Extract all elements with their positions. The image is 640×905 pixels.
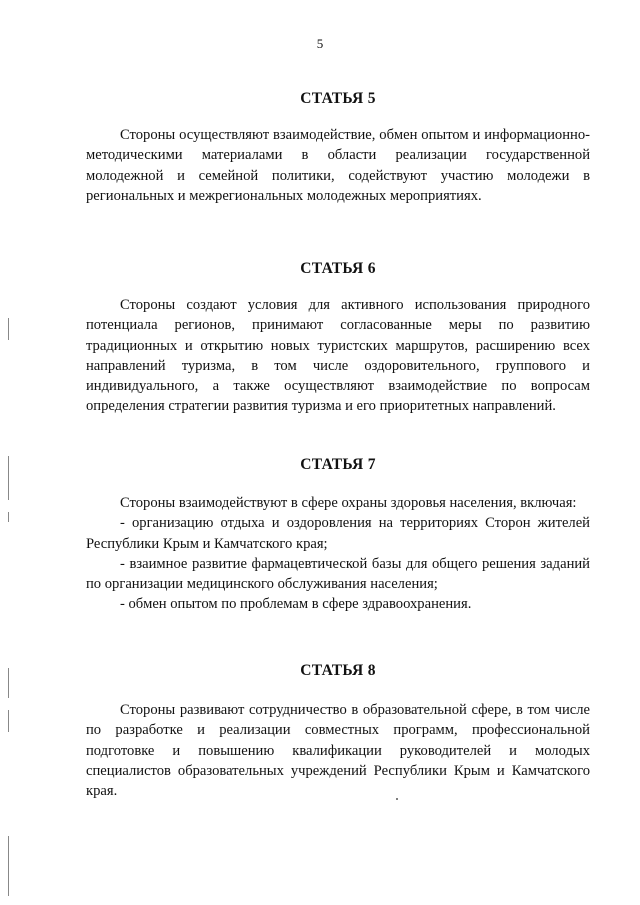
article-title: СТАТЬЯ 5: [300, 90, 376, 107]
article-6: [86, 260, 590, 417]
list-item: - взаимное развитие фармацевтической базы для общего решения заданий по организации медицинского обслуживания населения;: [86, 555, 590, 593]
article-5: [86, 90, 590, 206]
article-intro: Стороны взаимодействуют в сфере охраны здоровья населения, включая:: [120, 495, 577, 511]
scan-margin-mark: [8, 836, 9, 896]
article-paragraph: Стороны осуществляют взаимодействие, обмен опытом и информационно-методическими материалами в области реализации государственной молодежной и семейной политики, содействуют участию молодежи в региональных и межрегиональных молодежных мероприятиях.: [86, 127, 590, 204]
article-title: СТАТЬЯ 6: [300, 260, 376, 277]
list-item: - организацию отдыха и оздоровления на территориях Сторон жителей Республики Крым и Камчатского края;: [86, 515, 590, 552]
list-item: - обмен опытом по проблемам в сфере здравоохранения.: [120, 596, 472, 613]
scan-margin-mark: [8, 710, 9, 732]
scan-margin-mark: [8, 512, 9, 522]
article-title: СТАТЬЯ 7: [300, 456, 376, 473]
scan-dot: [396, 798, 398, 800]
scan-margin-mark: [8, 668, 9, 698]
article-paragraph: Стороны развивают сотрудничество в образовательной сфере, в том числе по разработке и реализации совместных программ, профессиональной подготовке и повышению квалификации руководителей и молодых специалистов образовательных учреждений Республики Крым и Камчатского края.: [86, 702, 590, 800]
article-7: [86, 456, 590, 615]
scan-margin-mark: [8, 318, 9, 340]
article-paragraph: Стороны создают условия для активного использования природного потенциала регионов, принимают согласованные меры по развитию традиционных и открытию новых туристских маршрутов, расширению всех направлений туризма, в том числе оздоровительного, группового и индивидуального, а также осуществляют взаимодействие по вопросам определения стратегии развития туризма и его приоритетных направлений.: [86, 297, 590, 415]
scan-margin-mark: [8, 456, 9, 500]
article-8: [86, 662, 590, 801]
page-number: 5: [316, 36, 324, 51]
article-title: СТАТЬЯ 8: [300, 662, 376, 679]
